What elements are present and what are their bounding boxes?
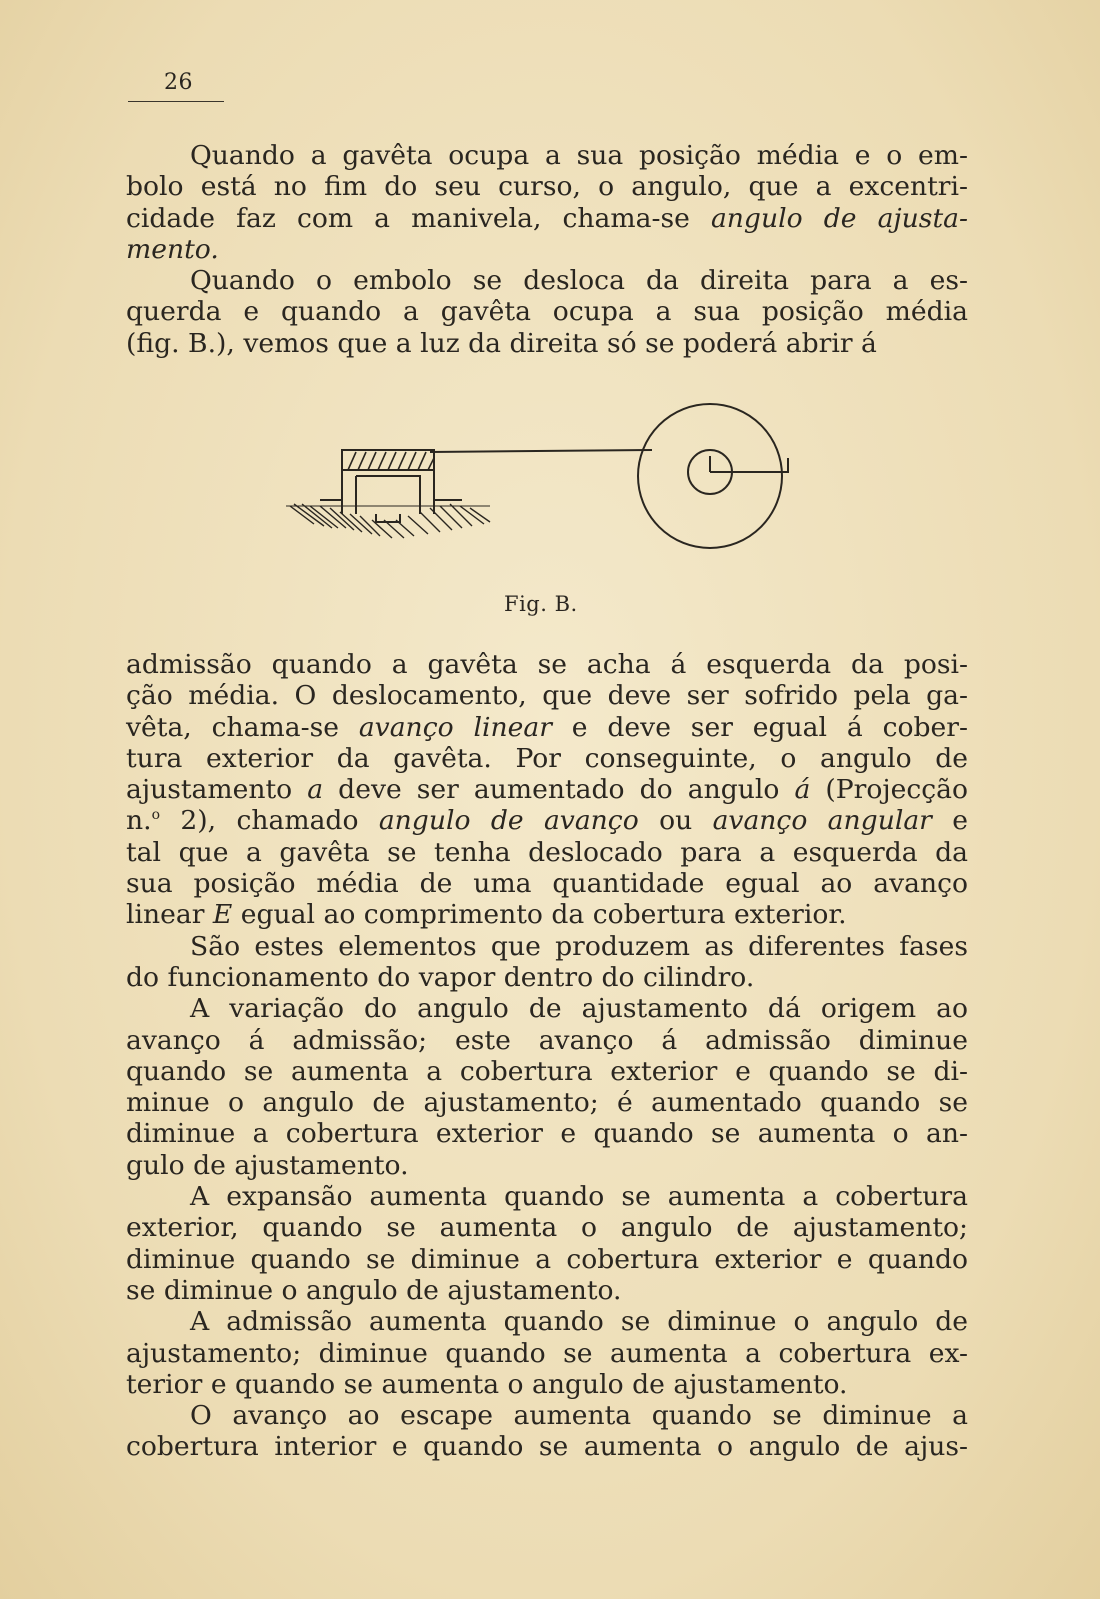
text-segment: São estes elementos que produzem as diferentes fases [190,930,968,962]
text-segment: avanço á admissão; este avanço á admissão diminue [126,1024,968,1056]
text-segment: angulo de avanço [378,805,639,837]
text-segment: á [794,774,811,806]
text-segment: deve ser aumentado do angulo [323,774,795,806]
text-segment: exterior, quando se aumenta o angulo de ajustamento; [126,1212,968,1244]
valve-crank-diagram [280,396,820,566]
text-segment: gulo de ajustamento. [126,1149,409,1181]
text-line [126,1306,968,1337]
text-line [126,962,968,993]
text-segment: cobertura interior e quando se aumenta o angulo de ajus- [126,1431,968,1463]
text-line [126,234,968,265]
text-line [126,171,968,202]
text-segment: linear [126,899,213,931]
text-line [126,1212,968,1243]
text-line [126,774,968,805]
figure-caption: Fig. B. [504,592,578,616]
text-segment: diminue a cobertura exterior e quando se aumenta o an- [126,1118,968,1150]
text-segment: A variação do angulo de ajustamento dá origem ao [190,993,968,1025]
text-line [126,296,968,327]
slide-valve-body [342,470,434,514]
text-line [126,1400,968,1431]
text-segment: admissão quando a gavêta se acha á esquerda da posi- [126,649,968,680]
text-segment: tal que a gavêta se tenha deslocado para a esquerda da [126,836,968,868]
text-line [126,805,968,836]
text-line [126,1087,968,1118]
page-number: 26 [164,70,193,95]
text-segment: Quando o embolo se desloca da direita para a es- [190,265,968,297]
text-segment: se diminue o angulo de ajustamento. [126,1274,622,1306]
text-line [126,712,968,743]
text-segment: minue o angulo de ajustamento; é aumentado quando se [126,1087,968,1119]
text-line [126,899,968,930]
connecting-rod [430,450,652,452]
text-segment: Quando a gavêta ocupa a sua posição média e o em- [190,140,968,171]
text-line [126,1150,968,1181]
text-segment: ção média. O deslocamento, que deve ser sofrido pela ga- [126,680,968,712]
text-line [126,265,968,296]
page-number-rule [128,101,224,102]
text-line [126,1025,968,1056]
text-block-top [126,140,968,359]
text-segment: quando se aumenta a cobertura exterior e quando se di- [126,1055,968,1087]
text-segment: e deve ser egual á cober- [551,711,968,743]
text-line [126,649,968,680]
text-segment: O avanço ao escape aumenta quando se diminue a [190,1400,968,1432]
text-segment: (Projecção [810,774,968,806]
text-segment: n. [126,805,152,837]
text-segment: vêta, chama-se [126,711,359,743]
text-segment: e [931,805,968,837]
text-line [126,680,968,711]
eccentric-circle [638,404,782,548]
text-line [126,1431,968,1462]
text-segment: diminue quando se diminue a cobertura exterior e quando [126,1243,968,1275]
text-line [126,1369,968,1400]
text-segment: cidade faz com a manivela, chama-se [126,202,711,234]
text-segment: sua posição média de uma quantidade egual ao avanço [126,868,968,900]
text-segment: angulo de ajusta- [710,202,968,234]
text-segment: ajustamento; diminue quando se aumenta a cobertura ex- [126,1337,968,1369]
text-segment: avanço angular [712,805,932,837]
text-segment: mento. [126,233,219,265]
text-line [126,1181,968,1212]
text-segment: ajustamento [126,774,308,806]
text-segment: A admissão aumenta quando se diminue o angulo de [190,1306,968,1338]
text-segment: (fig. B.), vemos que a luz da direita só se poderá abrir á [126,327,877,359]
text-line [126,837,968,868]
text-line [126,931,968,962]
crank-arm [710,456,788,472]
text-segment: o [151,807,161,824]
text-segment: tura exterior da gavêta. Por conseguinte, o angulo de [126,742,968,774]
text-segment: querda e quando a gavêta ocupa a sua posição média [126,296,968,328]
text-segment: bolo está no fim do seu curso, o angulo, que a excentri- [126,171,968,203]
text-line [126,1056,968,1087]
text-line [126,993,968,1024]
text-line [126,140,968,171]
text-segment: ou [638,805,713,837]
text-segment: avanço linear [358,711,552,743]
text-line [126,1244,968,1275]
text-line [126,328,968,359]
text-segment: do funcionamento do vapor dentro do cilindro. [126,961,755,993]
text-segment: terior e quando se aumenta o angulo de ajustamento. [126,1368,848,1400]
text-segment: E [212,899,233,931]
slide-hatching [348,452,434,470]
text-segment: 2), chamado [160,805,379,837]
text-line [126,1118,968,1149]
text-segment: egual ao comprimento da cobertura exterior. [232,899,847,931]
text-line [126,1338,968,1369]
text-line [126,1275,968,1306]
text-line [126,203,968,234]
text-segment: A expansão aumenta quando se aumenta a cobertura [190,1181,968,1213]
text-line [126,743,968,774]
text-segment: a [307,774,324,806]
text-block-bottom [126,649,968,1463]
text-line [126,868,968,899]
